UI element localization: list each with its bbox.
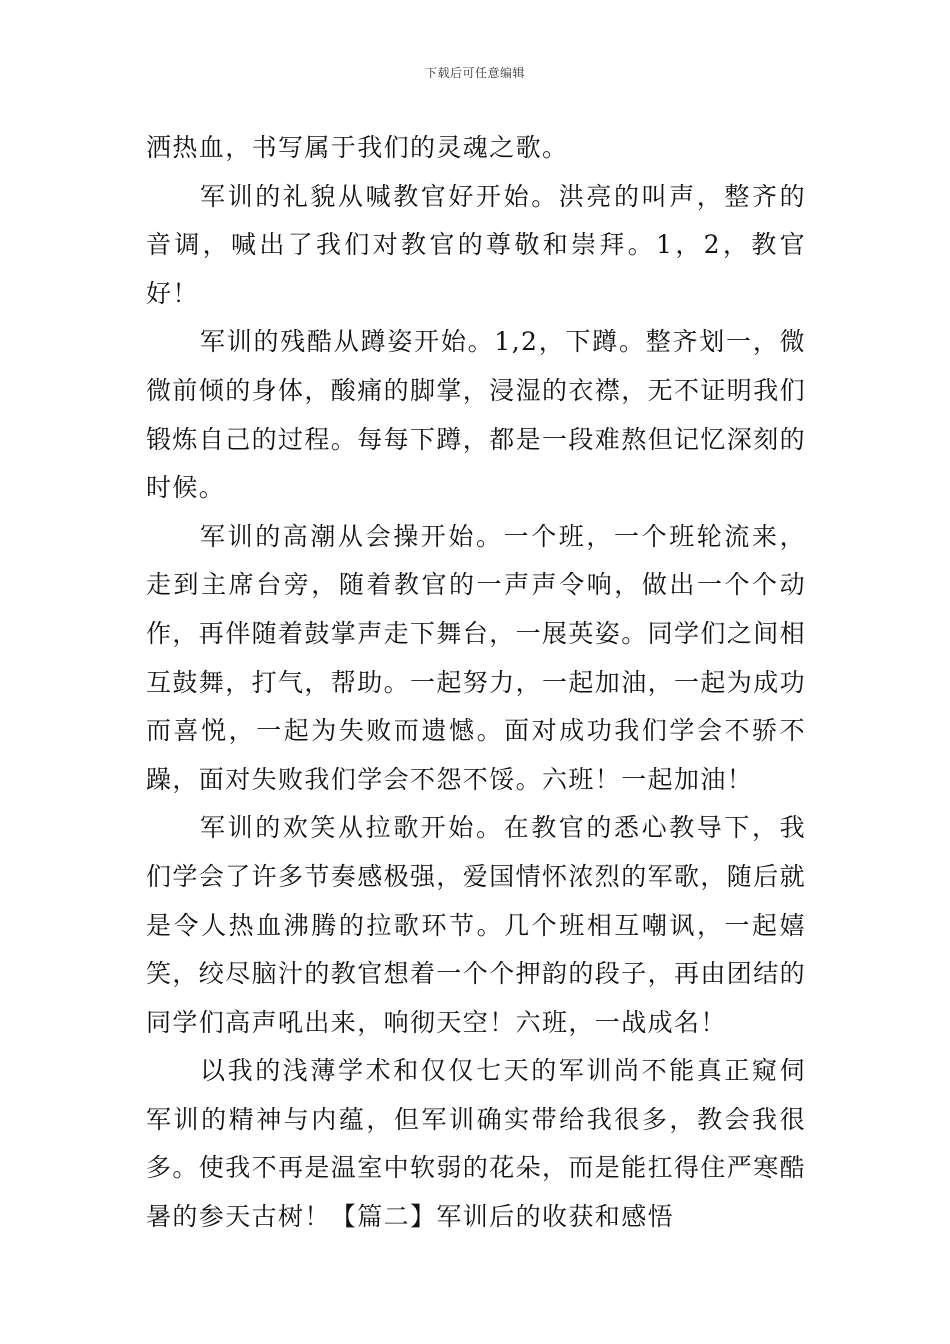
paragraph-3: 军训的残酷从蹲姿开始。1,2，下蹲。整齐划一，微微前倾的身体，酸痛的脚掌，浸湿的衣襟，无不证明我们锻炼自己的过程。每每下蹲，都是一段难熬但记忆深刻的时候。: [146, 327, 807, 503]
paragraph-4: 军训的高潮从会操开始。一个班，一个班轮流来，走到主席台旁，随着教官的一声声令响，做出一个个动作，再伴随着鼓掌声走下舞台，一展英姿。同学们之间相互鼓舞，打气，帮助。一起努力，一起加油，一起为成功而喜悦，一起为失败而遗憾。面对成功我们学会不骄不躁，面对失败我们学会不怨不馁。六班！一起加油！: [146, 521, 807, 794]
paragraph-2: 军训的礼貌从喊教官好开始。洪亮的叫声，整齐的音调，喊出了我们对教官的尊敬和崇拜。1，2，教官好！: [146, 181, 806, 308]
paragraph-1: 洒热血，书写属于我们的灵魂之歌。: [146, 133, 569, 162]
document-body: [146, 124, 806, 1242]
paragraph-5: 军训的欢笑从拉歌开始。在教官的悉心教导下，我们学会了许多节奏感极强，爱国情怀浓烈的军歌，随后就是令人热血沸腾的拉歌环节。几个班相互嘲讽，一起嬉笑，绞尽脑汁的教官想着一个个押韵的段子，再由团结的同学们高声吼出来，响彻天空！六班，一战成名！: [146, 813, 807, 1037]
paragraph-6: 以我的浅薄学术和仅仅七天的军训尚不能真正窥伺军训的精神与内蕴，但军训确实带给我很多，教会我很多。使我不再是温室中软弱的花朵，而是能扛得住严寒酷暑的参天古树！【篇二】军训后的收获和感悟: [146, 1056, 807, 1232]
page-header: 下载后可任意编辑: [424, 66, 525, 80]
